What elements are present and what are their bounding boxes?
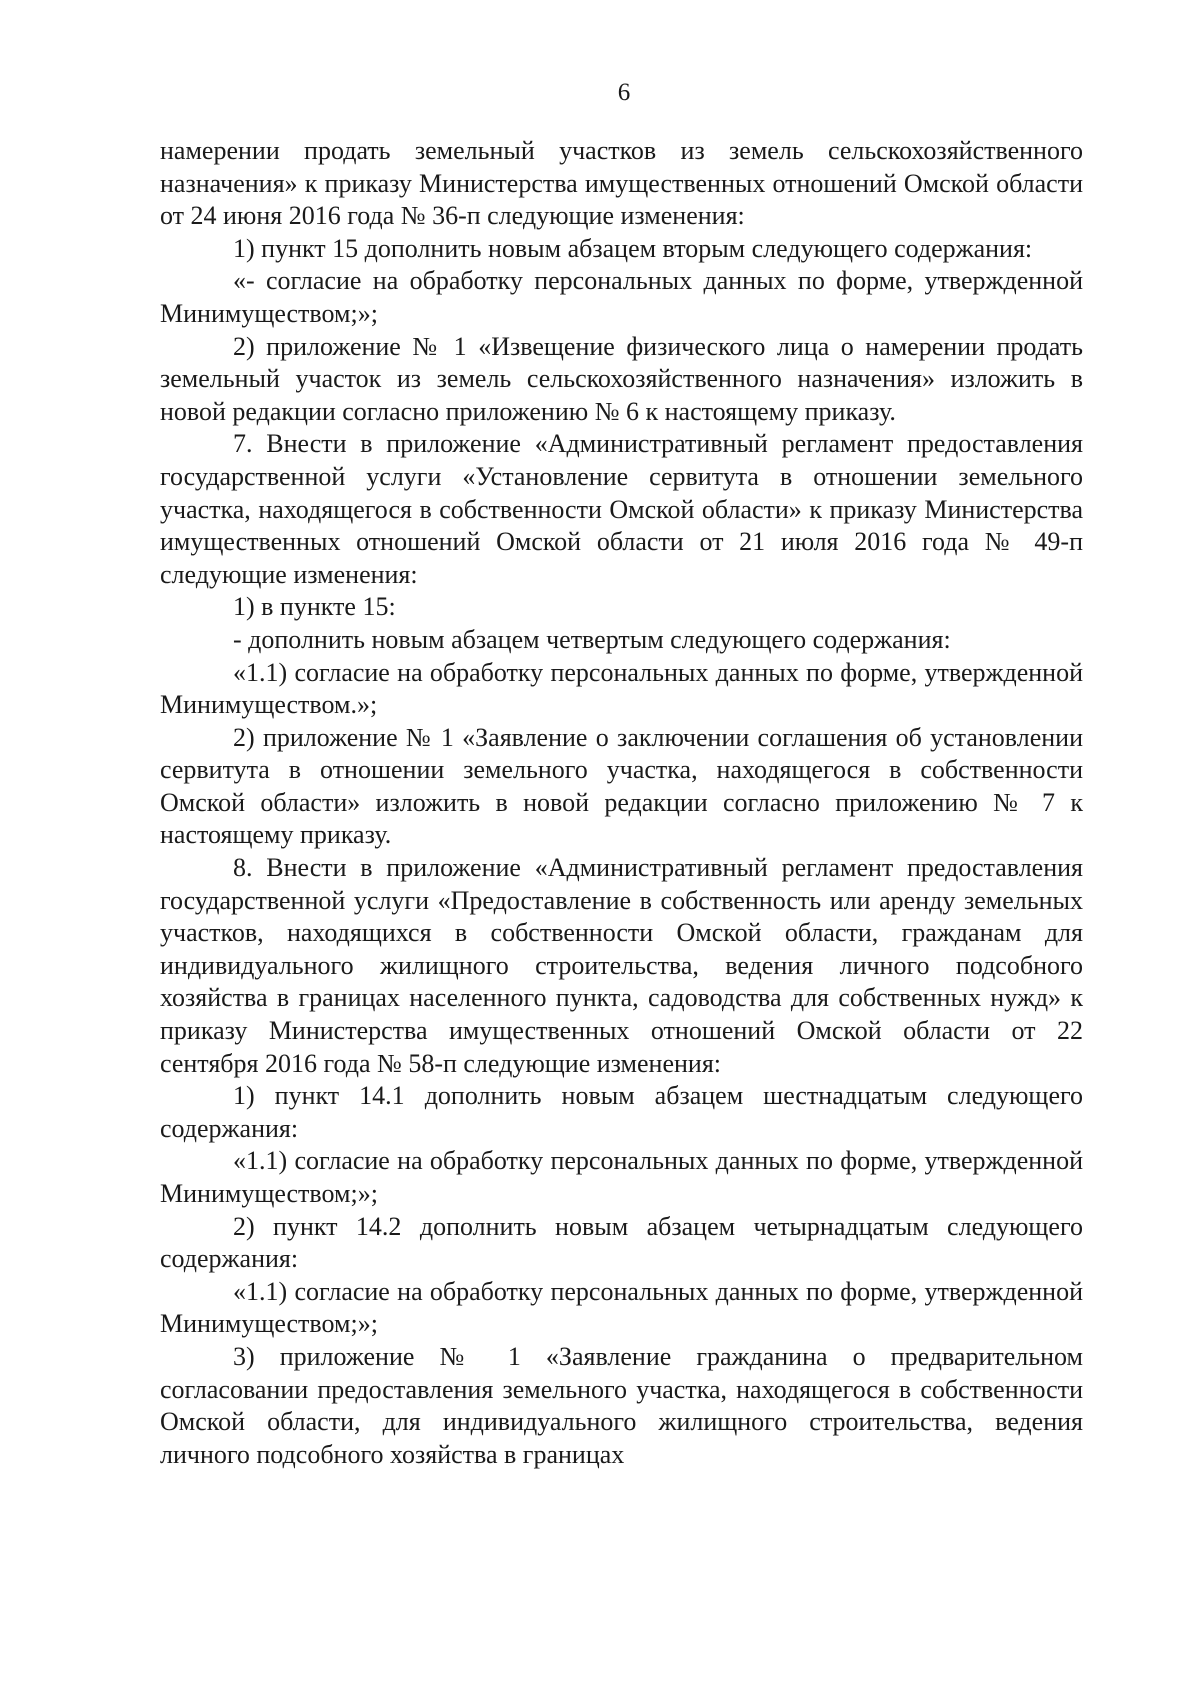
paragraph-section-8: 8. Внести в приложение «Административный регламент предоставления государственной услуги «Предоставление в собственность или аренду земельных участков, находящихся в собственности Омской области, гражданам для индивидуального жилищного строительства, ведения личного подсобного хозяйства в границах населенного пункта, садоводства для собственных нужд» к приказу Министерства имущественных отношений Омской области от 22 сентября 2016 года № 58-п следующие изменения: bbox=[160, 853, 1083, 1078]
document-body bbox=[160, 135, 1083, 1471]
page-number: 6 bbox=[617, 79, 631, 106]
paragraph-quote-consent-1-1-a: «1.1) согласие на обработку персональных данных по форме, утвержденной Минимуществом;»; bbox=[160, 1146, 1083, 1208]
paragraph-item-2-appendix-1-servitude: 2) приложение № 1 «Заявление о заключении соглашения об установлении сервитута в отношении земельного участка, находящегося в собственности Омской области» изложить в новой редакции согласно приложению № 7 к настоящему приказу. bbox=[160, 722, 1083, 850]
paragraph-add-fourth-abzac: - дополнить новым абзацем четвертым следующего содержания: bbox=[233, 624, 951, 654]
paragraph-item-2-point-14-2: 2) пункт 14.2 дополнить новым абзацем четырнадцатым следующего содержания: bbox=[160, 1211, 1083, 1274]
paragraph-item-1-point-14-1: 1) пункт 14.1 дополнить новым абзацем шестнадцатым следующего содержания: bbox=[160, 1081, 1083, 1143]
paragraph-item-1-in-point-15: 1) в пункте 15: bbox=[233, 592, 396, 622]
paragraph-quote-consent-1-1: «1.1) согласие на обработку персональных данных по форме, утвержденной Минимуществом.»; bbox=[160, 657, 1083, 720]
paragraph-item-3-appendix-1: 3) приложение № 1 «Заявление гражданина о предварительном согласовании предоставления земельного участка, находящегося в собственности Омской области, для индивидуального жилищного строительства, ведения личного подсобного хозяйства в границах bbox=[160, 1341, 1083, 1469]
paragraph-section-7: 7. Внести в приложение «Административный регламент предоставления государственной услуги «Установление сервитута в отношении земельного участка, находящегося в собственности Омской области» к приказу Министерства имущественных отношений Омской области от 21 июля 2016 года № 49-п следующие изменения: bbox=[160, 429, 1083, 589]
paragraph-quote-consent: «- согласие на обработку персональных данных по форме, утвержденной Минимуществом;»; bbox=[160, 266, 1083, 328]
paragraph-item-1-point-15: 1) пункт 15 дополнить новым абзацем вторым следующего содержания: bbox=[233, 233, 1033, 263]
paragraph-item-2-appendix-1: 2) приложение № 1 «Извещение физического лица о намерении продать земельный участок из земель сельскохозяйственного назначения» изложить в новой редакции согласно приложению № 6 к настоящему приказу. bbox=[160, 331, 1083, 426]
paragraph-continuation: намерении продать земельный участков из земель сельскохозяйственного назначения» к приказу Министерства имущественных отношений Омской области от 24 июня 2016 года № 36-п следующие изменения: bbox=[160, 136, 1083, 231]
paragraph-quote-consent-1-1-b: «1.1) согласие на обработку персональных данных по форме, утвержденной Минимуществом;»; bbox=[160, 1276, 1083, 1339]
